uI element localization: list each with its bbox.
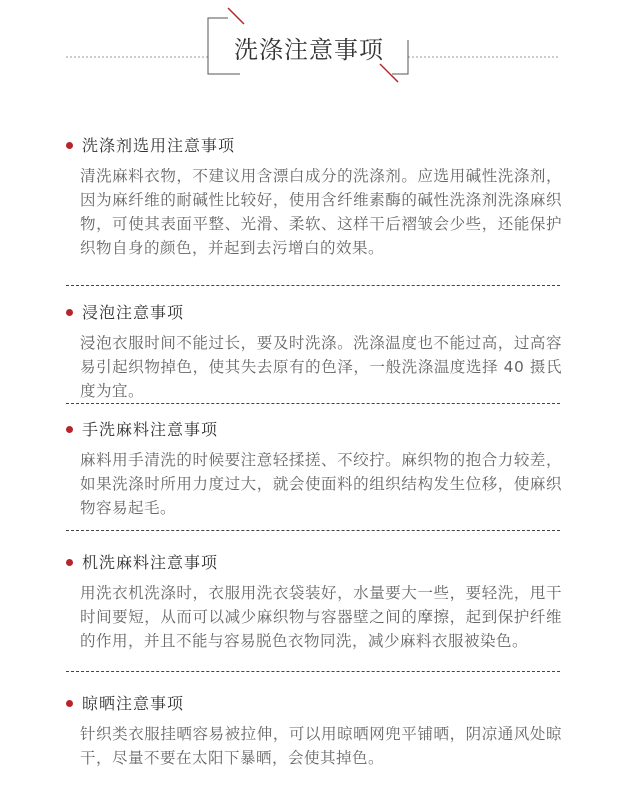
bullet-dot-icon: [66, 309, 73, 316]
divider: [66, 285, 560, 286]
section-body: 用洗衣机洗涤时，衣服用洗衣袋装好，水量要大一些，要轻洗，甩干时间要短，从而可以减少麻织物与容器壁之间的摩擦，起到保护纤维的作用，并且不能与容易脱色衣物同洗，减少麻料衣服被染色。: [80, 584, 562, 650]
bullet-dot-icon: [66, 142, 73, 149]
section-body: 浸泡衣服时间不能过长，要及时洗涤。洗涤温度也不能过高，过高容易引起织物掉色，使其失去原有的色泽，一般洗涤温度选择 40 摄氏度为宜。: [80, 334, 562, 400]
section-soaking: [66, 303, 566, 403]
section-handwash: [66, 420, 566, 520]
section-machinewash: [66, 553, 566, 653]
section-heading: 晾晒注意事项: [82, 694, 185, 713]
page-title: 洗涤注意事项: [234, 36, 384, 64]
section-heading: 洗涤剂选用注意事项: [82, 136, 236, 155]
section-body: 针织类衣服挂晒容易被拉伸，可以用晾晒网兜平铺晒，阴凉通风处晾干，尽量不要在太阳下暴晒，会使其掉色。: [80, 725, 562, 767]
bullet-dot-icon: [66, 700, 73, 707]
divider: [66, 403, 560, 404]
section-body: 麻料用手清洗的时候要注意轻揉搓、不绞拧。麻织物的抱合力较差，如果洗涤时所用力度过大，就会使面料的组织结构发生位移，使麻织物容易起毛。: [80, 451, 562, 517]
divider: [66, 671, 560, 672]
title-frame: [0, 0, 619, 110]
divider: [66, 530, 560, 531]
section-drying: [66, 694, 566, 770]
section-heading: 手洗麻料注意事项: [82, 420, 219, 439]
section-heading: 机洗麻料注意事项: [82, 553, 219, 572]
bullet-dot-icon: [66, 426, 73, 433]
section-detergent: [66, 136, 566, 260]
section-heading: 浸泡注意事项: [82, 303, 185, 322]
bullet-dot-icon: [66, 559, 73, 566]
section-body: 清洗麻料衣物，不建议用含漂白成分的洗涤剂。应选用碱性洗涤剂，因为麻纤维的耐碱性比较好，使用含纤维素酶的碱性洗涤剂洗涤麻织物，可使其表面平整、光滑、柔软、这样干后褶皱会少些，还能保护织物自身的颜色，并起到去污增白的效果。: [80, 167, 562, 257]
